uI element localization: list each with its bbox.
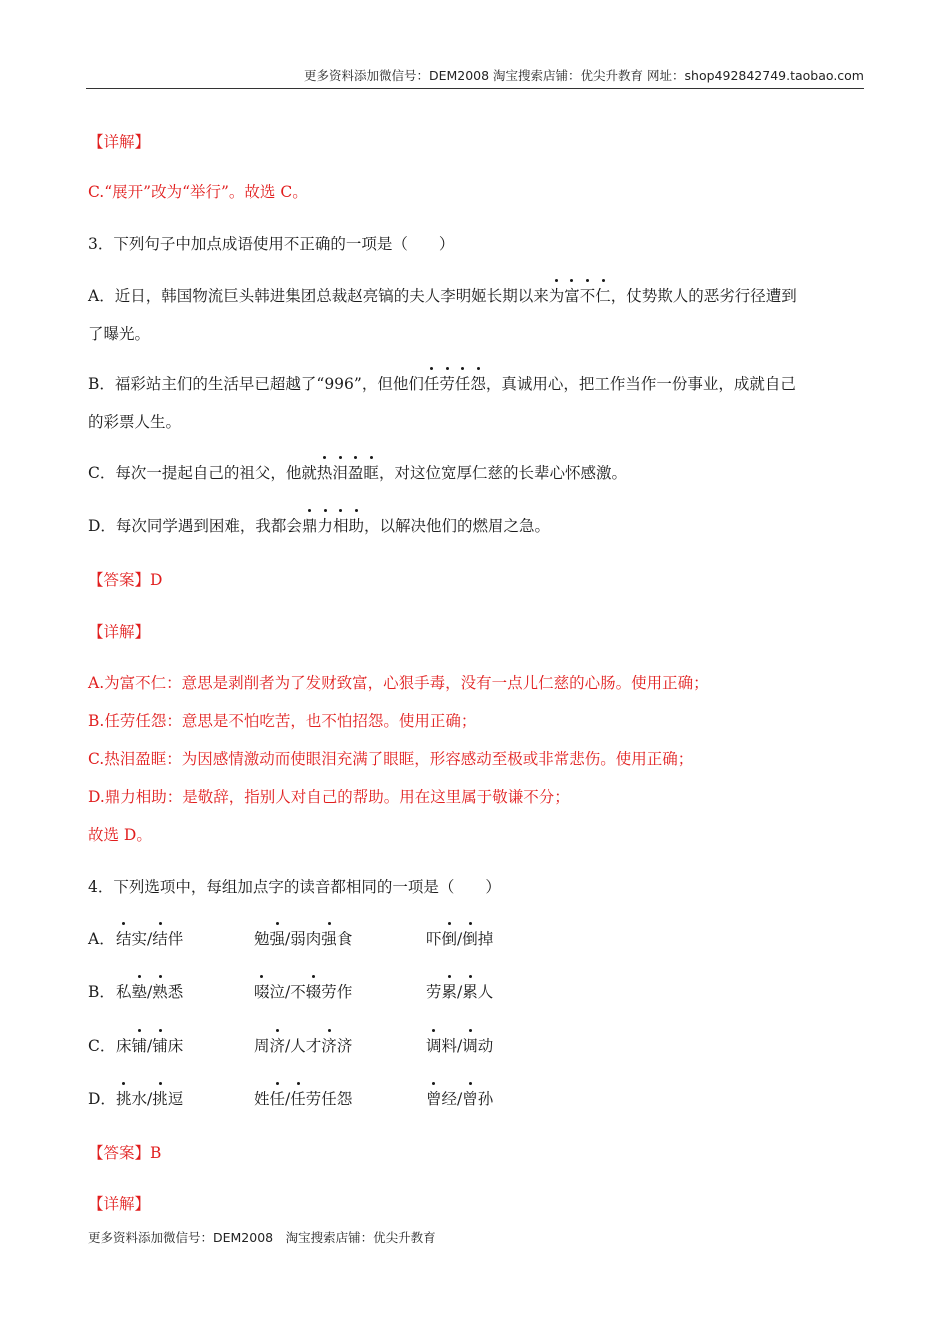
q3-b-idiom [424, 375, 486, 393]
q4-char: 悉 [167, 983, 184, 1001]
q4-word-group [254, 1087, 352, 1109]
q4-char: 劳 [305, 1090, 322, 1108]
q4-char: 私 [116, 983, 132, 1001]
q4-char: 济 [336, 1037, 353, 1055]
q4-char: 任 [321, 1090, 337, 1108]
detail-tag-2: 【详解】 [88, 623, 151, 641]
q4-word-group [116, 980, 183, 1002]
answer-tag: 【答案】 [88, 571, 151, 589]
dotted-char: 眶 [363, 461, 379, 483]
detail-tag-1: 【详解】 [88, 133, 151, 151]
q4-word-group [426, 1087, 493, 1109]
q4-char: 结 [116, 927, 132, 949]
q4-char: 床 [116, 1037, 132, 1055]
q4-char: 弱 [290, 930, 306, 948]
q4-char: / [147, 1090, 153, 1108]
answer-tag: 【答案】 [88, 1144, 151, 1162]
q4-char: 倒 [442, 927, 458, 949]
q4-char: 累 [442, 980, 458, 1002]
q4-word-group [254, 927, 352, 949]
page-header: 更多资料添加微信号：DEM2008 淘宝搜索店铺：优尖升教育 网址：shop492842749.taobao.com [86, 66, 864, 89]
answer-value: B [150, 1144, 162, 1162]
q4-char: 掉 [477, 930, 494, 948]
q4-char: / [285, 1090, 291, 1108]
q4-char: 勉 [254, 930, 270, 948]
q4-char: / [457, 1037, 463, 1055]
dotted-char: 不 [580, 284, 596, 306]
detail-text-1: C.“展开”改为“举行”。故选 C。 [88, 183, 308, 201]
dotted-char: 盈 [348, 461, 364, 483]
q4-char: / [457, 983, 463, 1001]
q4-answer [88, 1141, 161, 1163]
q3-option-a: A．近日，韩国物流巨头韩进集团总裁赵亮镐的夫人李明姬长期以来为富不仁，仗势欺人的恶劣行径遭到 [88, 284, 797, 306]
q4-char: 作 [336, 983, 353, 1001]
q4-word-group [254, 980, 352, 1002]
dotted-char: 任 [455, 372, 471, 394]
q4-char: / [147, 930, 153, 948]
question-4-stem: 4．下列选项中，每组加点字的读音都相同的一项是（ ） [88, 878, 501, 896]
q3-detail-a: A.为富不仁：意思是剥削者为了发财致富，心狠手毒，没有一点儿仁慈的心肠。使用正确； [88, 674, 709, 692]
q3-option-b-cont: 的彩票人生。 [88, 413, 182, 431]
dotted-char: 鼎 [302, 514, 318, 536]
q4-char: 不 [290, 983, 306, 1001]
q4-char: / [457, 1090, 463, 1108]
q4-char: 铺 [152, 1034, 168, 1056]
dotted-char: 相 [333, 514, 349, 536]
q4-char: / [147, 1037, 153, 1055]
q4-char: 泣 [269, 983, 286, 1001]
q4-char: 食 [336, 930, 353, 948]
q4-char: 孙 [477, 1090, 494, 1108]
q4-char: 倒 [462, 927, 478, 949]
dotted-char: 泪 [332, 461, 348, 483]
q3-option-b: B．福彩站主们的生活早已超越了“996”，但他们任劳任怨，真诚用心，把工作当作一份事业，成就自己 [88, 372, 796, 394]
q4-char: 料 [441, 1037, 458, 1055]
q4-char: / [457, 930, 463, 948]
q3-c-idiom [317, 464, 379, 482]
dotted-char: 助 [348, 514, 364, 536]
q4-char: / [285, 930, 291, 948]
q4-char: / [285, 983, 291, 1001]
q4-char: 劳 [426, 983, 442, 1001]
q4-word-group [426, 927, 493, 949]
q3-detail-b: B.任劳任怨：意思是不怕吃苦，也不怕招怨。使用正确； [88, 712, 477, 730]
q4-char: 塾 [132, 980, 148, 1002]
q4-char: 经 [441, 1090, 458, 1108]
q4-char: 周 [254, 1037, 270, 1055]
q4-char: 曾 [426, 1087, 442, 1109]
dotted-char: 富 [564, 284, 580, 306]
dotted-char: 劳 [439, 372, 455, 394]
q4-char: 调 [462, 1034, 478, 1056]
q4-char: 曾 [462, 1087, 478, 1109]
q4-char: 强 [321, 927, 337, 949]
q4-char: 人 [290, 1037, 306, 1055]
q4-char: 怨 [336, 1090, 353, 1108]
q4-char: 累 [462, 980, 478, 1002]
q4-char: / [147, 983, 153, 1001]
q4-option-label: A． [88, 930, 115, 948]
q4-char: / [285, 1037, 291, 1055]
q4-char: 劳 [321, 983, 337, 1001]
dotted-char: 力 [317, 514, 333, 536]
q4-char: 肉 [305, 930, 322, 948]
q3-a-idiom [549, 287, 611, 305]
q4-word-group [426, 980, 493, 1002]
q4-option-label: B． [88, 983, 115, 1001]
q4-char: 济 [270, 1034, 286, 1056]
detail-tag-3: 【详解】 [88, 1195, 151, 1213]
q4-char: 逗 [167, 1090, 184, 1108]
q4-char: 伴 [167, 930, 184, 948]
q4-char: 姓 [254, 1090, 270, 1108]
q4-char: 床 [167, 1037, 184, 1055]
q3-option-a-cont: 了曝光。 [88, 325, 151, 343]
q4-char: 辍 [306, 980, 322, 1002]
q4-char: 吓 [426, 930, 442, 948]
q4-char: 熟 [152, 980, 168, 1002]
q4-char: 铺 [132, 1034, 148, 1056]
q3-detail-conclusion: 故选 D。 [88, 826, 152, 844]
q4-char: 挑 [152, 1087, 168, 1109]
q4-char: 才 [305, 1037, 322, 1055]
q4-char: 动 [477, 1037, 494, 1055]
q4-char: 任 [270, 1087, 286, 1109]
q4-char: 啜 [254, 980, 270, 1002]
q4-char: 实 [131, 930, 148, 948]
q3-option-d: D．每次同学遇到困难，我都会鼎力相助，以解决他们的燃眉之急。 [88, 514, 550, 536]
q4-option-label: D． [88, 1090, 116, 1108]
q4-char: 济 [321, 1034, 337, 1056]
q4-word-group [116, 927, 183, 949]
dotted-char: 怨 [470, 372, 486, 394]
q4-char: 结 [152, 927, 168, 949]
answer-value: D [150, 571, 163, 589]
q4-char: 任 [290, 1087, 306, 1109]
dotted-char: 热 [317, 461, 333, 483]
q4-word-group [116, 1034, 183, 1056]
q4-word-group [426, 1034, 493, 1056]
q4-word-group [116, 1087, 183, 1109]
question-3-stem: 3．下列句子中加点成语使用不正确的一项是（ ） [88, 235, 455, 253]
q3-d-idiom [302, 517, 364, 535]
q4-char: 调 [426, 1034, 442, 1056]
q3-option-c: C．每次一提起自己的祖父，他就热泪盈眶，对这位宽厚仁慈的长辈心怀感激。 [88, 461, 627, 483]
q4-char: 强 [270, 927, 286, 949]
q3-answer [88, 568, 162, 590]
q4-char: 人 [477, 983, 494, 1001]
q4-char: 水 [131, 1090, 148, 1108]
q4-option-label: C． [88, 1037, 116, 1055]
page-footer: 更多资料添加微信号：DEM2008 淘宝搜索店铺：优尖升教育 [88, 1230, 436, 1245]
dotted-char: 仁 [595, 284, 611, 306]
dotted-char: 为 [549, 284, 565, 306]
q4-word-group [254, 1034, 352, 1056]
dotted-char: 任 [424, 372, 440, 394]
q3-detail-c: C.热泪盈眶：为因感情激动而使眼泪充满了眼眶，形容感动至极或非常悲伤。使用正确； [88, 750, 694, 768]
q3-detail-d: D.鼎力相助：是敬辞，指别人对自己的帮助。用在这里属于敬谦不分； [88, 788, 570, 806]
q4-char: 挑 [116, 1087, 132, 1109]
